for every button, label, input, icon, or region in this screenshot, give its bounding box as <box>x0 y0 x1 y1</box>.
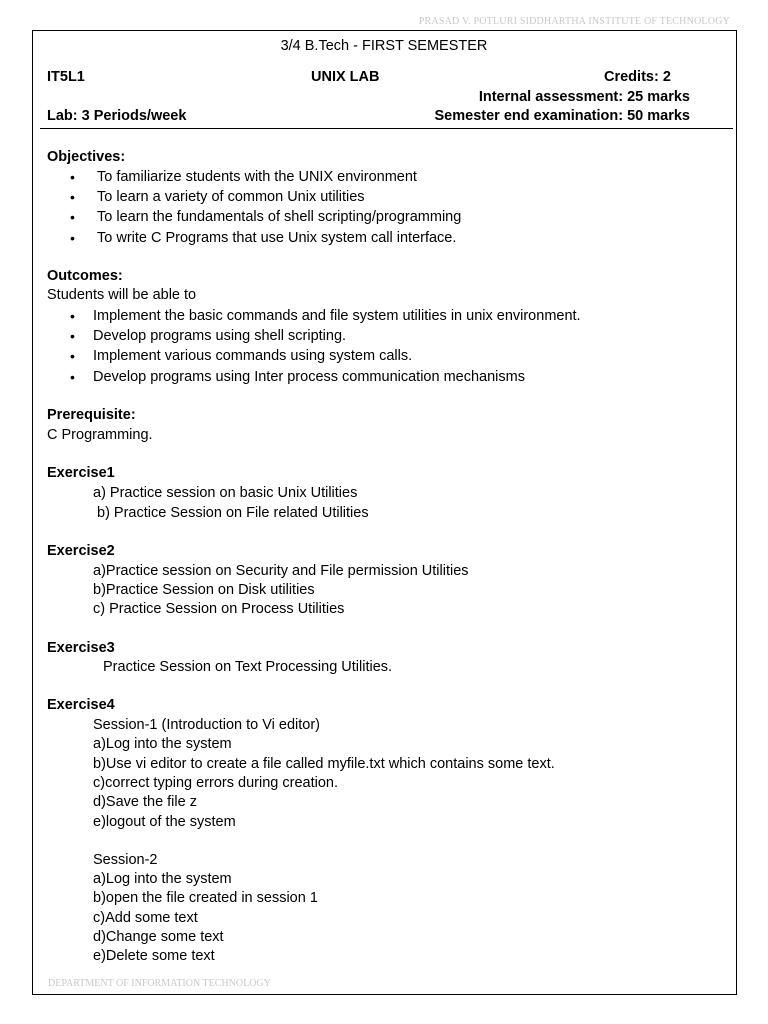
session2-line: a)Log into the system <box>93 871 232 887</box>
institute-header: PRASAD V. POTLURI SIDDHARTHA INSTITUTE OF TECHNOLOGY <box>418 16 730 27</box>
outcomes-heading: Outcomes: <box>47 268 123 284</box>
objective-item: To write C Programs that use Unix system call interface. <box>97 230 457 246</box>
session1-line: a)Log into the system <box>93 736 232 752</box>
lab-periods: Lab: 3 Periods/week <box>47 108 187 124</box>
session1-line: e)logout of the system <box>93 814 236 830</box>
prerequisite-heading: Prerequisite: <box>47 407 136 423</box>
session1-line: b)Use vi editor to create a file called myfile.txt which contains some text. <box>93 756 555 772</box>
bullet-icon: • <box>70 169 75 185</box>
internal-assessment: Internal assessment: 25 marks <box>478 89 690 105</box>
outcome-item: Develop programs using Inter process communication mechanisms <box>93 369 525 385</box>
bullet-icon: • <box>70 348 75 364</box>
exercise3-heading: Exercise3 <box>47 640 115 656</box>
outcome-item: Implement the basic commands and file system utilities in unix environment. <box>93 308 581 324</box>
bullet-icon: • <box>70 308 75 324</box>
exercise3-line: Practice Session on Text Processing Utilities. <box>103 659 393 675</box>
department-footer: DEPARTMENT OF INFORMATION TECHNOLOGY <box>48 978 271 989</box>
course-credits: Credits: 2 <box>604 69 671 85</box>
bullet-icon: • <box>70 230 75 246</box>
course-name: UNIX LAB <box>311 69 380 85</box>
outcome-item: Develop programs using shell scripting. <box>93 328 347 344</box>
exercise1-heading: Exercise1 <box>47 465 115 481</box>
exercise2-line: b)Practice Session on Disk utilities <box>93 582 315 598</box>
exercise2-heading: Exercise2 <box>47 543 115 559</box>
bullet-icon: • <box>70 369 75 385</box>
session1-line: c)correct typing errors during creation. <box>93 775 338 791</box>
bullet-icon: • <box>70 328 75 344</box>
objective-item: To learn the fundamentals of shell scripting/programming <box>97 209 462 225</box>
semester-title: 3/4 B.Tech - FIRST SEMESTER <box>280 38 488 54</box>
objective-item: To familiarize students with the UNIX environment <box>97 169 417 185</box>
course-code: IT5L1 <box>47 69 85 85</box>
bullet-icon: • <box>70 209 75 225</box>
header-rule <box>40 128 733 129</box>
session2-line: b)open the file created in session 1 <box>93 890 318 906</box>
session2-line: Session-2 <box>93 852 158 868</box>
exercise2-line: c) Practice Session on Process Utilities <box>93 601 345 617</box>
exercise2-line: a)Practice session on Security and File permission Utilities <box>93 563 469 579</box>
prerequisite-text: C Programming. <box>47 427 153 443</box>
session2-line: e)Delete some text <box>93 948 215 964</box>
exercise4-heading: Exercise4 <box>47 697 115 713</box>
bullet-icon: • <box>70 189 75 205</box>
outcome-item: Implement various commands using system calls. <box>93 348 413 364</box>
session1-line: d)Save the file z <box>93 794 197 810</box>
exercise1-line: b) Practice Session on File related Utilities <box>97 505 369 521</box>
objectives-heading: Objectives: <box>47 149 126 165</box>
session2-line: d)Change some text <box>93 929 224 945</box>
outcomes-intro: Students will be able to <box>47 287 197 303</box>
objective-item: To learn a variety of common Unix utilities <box>97 189 365 205</box>
session1-line: Session-1 (Introduction to Vi editor) <box>93 717 321 733</box>
semester-exam: Semester end examination: 50 marks <box>434 108 690 124</box>
session2-line: c)Add some text <box>93 910 198 926</box>
exercise1-line: a) Practice session on basic Unix Utilities <box>93 485 358 501</box>
